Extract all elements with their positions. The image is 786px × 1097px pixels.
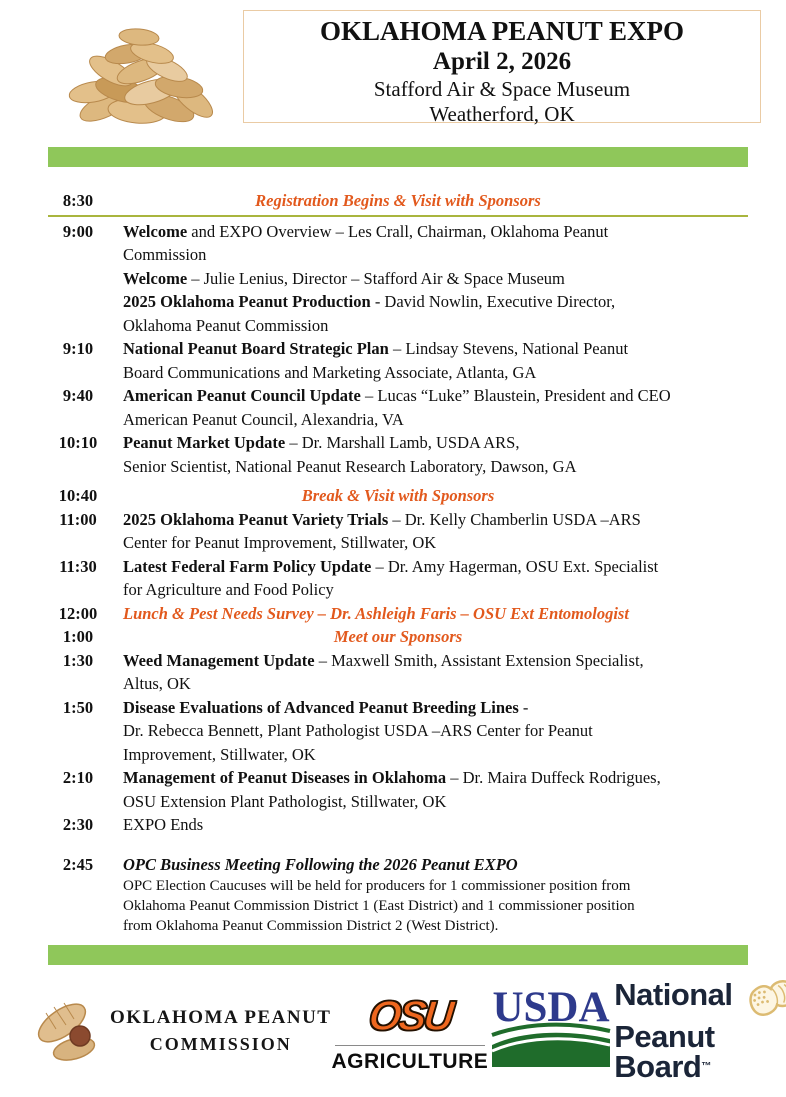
schedule-text-run: Altus, OK (123, 674, 191, 693)
schedule-entry-line (123, 314, 748, 338)
opc-logo-text (110, 1007, 331, 1055)
schedule (48, 189, 748, 936)
schedule-text-run: 2025 Oklahoma Peanut Production (123, 292, 371, 311)
schedule-time: 2:45 (62, 854, 94, 874)
schedule-entry (48, 625, 748, 649)
schedule-text-run: National Peanut Board Strategic Plan (123, 339, 389, 358)
schedule-time: 12:00 (58, 603, 98, 623)
schedule-row (48, 625, 748, 649)
title-box (243, 10, 761, 126)
osu-brand-icon: OSU (366, 991, 454, 1039)
schedule-entry-line (123, 578, 748, 602)
schedule-text-run: Board Communications and Marketing Associate, Atlanta, GA (123, 362, 537, 382)
schedule-entry (123, 337, 748, 384)
schedule-entry-line (123, 896, 748, 916)
oklahoma-peanut-commission-logo (34, 989, 331, 1073)
usda-field-icon (488, 985, 614, 1069)
schedule-row (48, 384, 748, 431)
schedule-entry-line (123, 508, 748, 532)
schedule-row (48, 337, 748, 384)
schedule-entry-line (123, 408, 748, 432)
schedule-entry (123, 649, 748, 696)
schedule-text-run: - David Nowlin, Executive Director, (370, 292, 616, 311)
schedule-entry (123, 220, 748, 338)
schedule-row (48, 813, 748, 837)
schedule-row (48, 484, 748, 508)
schedule-entry (123, 696, 748, 767)
schedule-text-run: – Julie Lenius, Director – Stafford Air & Space Museum (187, 268, 565, 288)
schedule-entry-line (123, 719, 748, 743)
schedule-entry-line (123, 853, 748, 877)
sponsor-logos (0, 972, 786, 1090)
schedule-entry-line (123, 790, 748, 814)
schedule-entry-line (123, 766, 748, 790)
schedule-entry (123, 602, 748, 626)
schedule-text-run: Management of Peanut Diseases in Oklahoma (123, 768, 447, 787)
schedule-time: 10:10 (58, 433, 98, 452)
schedule-row (48, 649, 748, 696)
schedule-time: 11:30 (59, 556, 97, 576)
schedule-text-run: from Oklahoma Peanut Commission District 2 (West District). (123, 918, 499, 934)
schedule-text-run: – Lucas “Luke” Blaustein, President and CEO (360, 386, 671, 405)
npb-line2-row (614, 1019, 786, 1084)
schedule-text-run: American Peanut Council Update (123, 386, 361, 405)
schedule-row (48, 555, 748, 602)
top-green-bar (48, 147, 748, 167)
schedule-text-run: and EXPO Overview – Les Crall, Chairman, Oklahoma Peanut (187, 221, 609, 241)
schedule-entry (123, 766, 748, 813)
event-date: April 2, 2026 (432, 48, 572, 75)
schedule-entry-line (123, 267, 748, 291)
schedule-row (48, 508, 748, 555)
schedule-text-run: Commission (123, 245, 207, 264)
schedule-text-run: EXPO Ends (123, 815, 204, 834)
schedule-text-run: Improvement, Stillwater, OK (123, 744, 316, 764)
schedule-entry (123, 508, 748, 555)
schedule-entry-line (123, 602, 748, 626)
schedule-text-run: Center for Peanut Improvement, Stillwater, OK (123, 533, 437, 552)
usda-logo (488, 985, 614, 1074)
schedule-entry (48, 189, 748, 213)
schedule-text-run: Oklahoma Peanut Commission District 1 (East District) and 1 commissioner position (123, 898, 635, 914)
schedule-text-run: Dr. Rebecca Bennett, Plant Pathologist USDA –ARS Center for Peanut (123, 721, 593, 740)
schedule-text-run: for Agriculture and Food Policy (123, 580, 334, 599)
schedule-entry-line (123, 361, 748, 385)
schedule-entry-line (123, 337, 748, 361)
national-peanut-board-logo (614, 977, 786, 1084)
schedule-text-run: Registration Begins & Visit with Sponsors (255, 191, 541, 210)
peanut-pile-icon (55, 8, 235, 138)
event-venue: Stafford Air & Space Museum (373, 77, 631, 101)
npb-peanut-icon (741, 976, 786, 1022)
schedule-text-run: - (518, 697, 529, 717)
schedule-text-run: Senior Scientist, National Peanut Research Laboratory, Dawson, GA (123, 456, 577, 476)
schedule-row (48, 220, 748, 338)
schedule-entry-line (123, 384, 748, 408)
schedule-row (48, 766, 748, 813)
npb-line1: National (614, 977, 733, 1012)
schedule-text-run: – Dr. Amy Hagerman, OSU Ext. Specialist (371, 556, 659, 576)
event-title: OKLAHOMA PEANUT EXPO (319, 16, 685, 46)
schedule-time: 9:40 (62, 386, 94, 405)
schedule-entry-line (48, 484, 748, 508)
schedule-entry-line (123, 455, 748, 479)
schedule-text-run: OPC Business Meeting Following the 2026 Peanut EXPO (123, 854, 518, 874)
schedule-text-run: Peanut Market Update (123, 433, 286, 452)
schedule-text-run: Latest Federal Farm Policy Update (123, 556, 372, 576)
osu-agriculture-label: AGRICULTURE (331, 1049, 489, 1073)
schedule-entry-line (123, 431, 748, 455)
bottom-green-bar (48, 945, 748, 965)
schedule-text-run: – Dr. Kelly Chamberlin USDA –ARS (388, 509, 641, 529)
schedule-text-run: 2025 Oklahoma Peanut Variety Trials (123, 509, 389, 529)
schedule-entry-line (123, 876, 748, 896)
schedule-text-run: Disease Evaluations of Advanced Peanut Breeding Lines (123, 697, 519, 717)
schedule-text-run: – Maxwell Smith, Assistant Extension Specialist, (314, 650, 644, 670)
npb-trademark: ™ (701, 1061, 712, 1072)
schedule-text-run: Welcome (123, 268, 188, 288)
schedule-text-run: OPC Election Caucuses will be held for producers for 1 commissioner position from (123, 878, 631, 894)
schedule-entry-line (48, 189, 748, 213)
npb-line2: Peanut Board (614, 1019, 715, 1084)
schedule-entry (123, 431, 748, 478)
schedule-entry-line (123, 813, 748, 837)
schedule-time: 1:50 (62, 697, 94, 717)
schedule-entry (48, 484, 748, 508)
schedule-entry-line (123, 916, 748, 936)
schedule-text-run: Break & Visit with Sponsors (301, 486, 495, 505)
schedule-time: 10:40 (58, 486, 98, 505)
schedule-entry (123, 555, 748, 602)
schedule-time: 8:30 (62, 191, 94, 210)
schedule-entry-line (123, 672, 748, 696)
schedule-text-run: Lunch & Pest Needs Survey – Dr. Ashleigh Faris – OSU Ext Entomologist (123, 603, 629, 623)
schedule-text-run: Welcome (123, 221, 188, 241)
usda-wordmark: USDA (492, 984, 610, 1031)
schedule-time: 11:00 (59, 509, 97, 529)
schedule-entry (123, 384, 748, 431)
schedule-text-run: – Dr. Marshall Lamb, USDA ARS, (285, 433, 520, 452)
schedule-text-run: – Dr. Maira Duffeck Rodrigues, (446, 768, 661, 787)
schedule-time: 2:10 (62, 768, 94, 787)
osu-rule (335, 1045, 485, 1046)
schedule-time: 9:00 (62, 221, 94, 241)
peanut-pile-image (55, 8, 235, 138)
schedule-text-run: American Peanut Council, Alexandria, VA (123, 409, 404, 429)
schedule-text-run: Oklahoma Peanut Commission (123, 315, 329, 335)
npb-line1-row (614, 977, 786, 1022)
schedule-time: 9:10 (62, 339, 94, 358)
schedule-time: 2:30 (62, 815, 94, 834)
schedule-entry (123, 853, 748, 937)
schedule-entry-line (123, 220, 748, 244)
schedule-row (48, 189, 748, 213)
schedule-row (48, 696, 748, 767)
schedule-entry-line (123, 649, 748, 673)
schedule-text-run: – Lindsay Stevens, National Peanut (388, 339, 629, 358)
opc-line2: COMMISSION (149, 1034, 292, 1054)
schedule-time: 1:00 (62, 627, 94, 646)
schedule-entry-line (48, 625, 748, 649)
opc-line1: OKLAHOMA PEANUT (110, 1007, 332, 1028)
schedule-entry-line (123, 531, 748, 555)
osu-agriculture-logo (331, 993, 488, 1074)
event-city: Weatherford, OK (429, 102, 575, 126)
schedule-entry-line (123, 555, 748, 579)
schedule-text-run: Meet our Sponsors (333, 627, 463, 646)
schedule-entry-line (123, 696, 748, 720)
schedule-row (48, 602, 748, 626)
schedule-time: 1:30 (62, 650, 94, 670)
schedule-entry (123, 813, 748, 837)
opc-peanuts-icon (34, 989, 106, 1073)
schedule-row (48, 431, 748, 478)
schedule-entry-line (123, 243, 748, 267)
schedule-text-run: Weed Management Update (123, 650, 315, 670)
schedule-entry-line (123, 743, 748, 767)
section-divider (48, 215, 748, 217)
schedule-entry-line (123, 290, 748, 314)
schedule-text-run: OSU Extension Plant Pathologist, Stillwater, OK (123, 791, 447, 811)
schedule-row (48, 853, 748, 937)
